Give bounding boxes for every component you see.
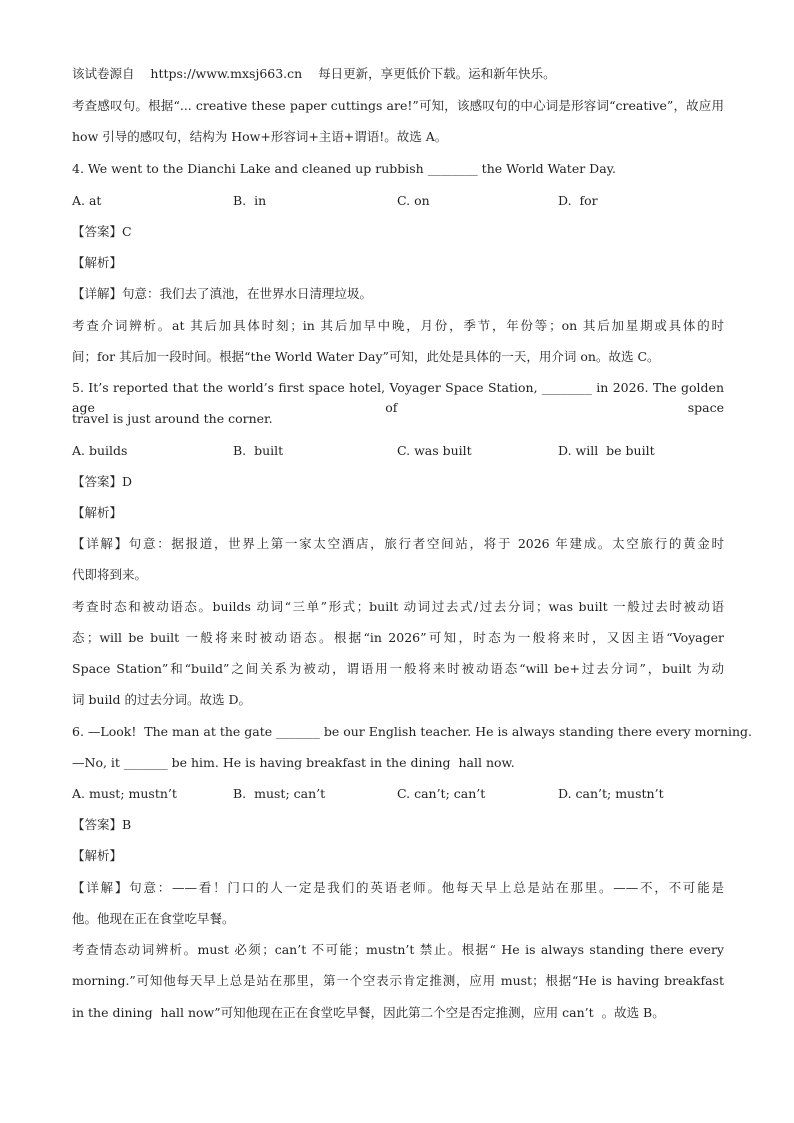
- question-5: 5. It’s reported that the world’s first space hotel, Voyager Space Station, ________ in 2026. The golden age of space: [72, 380, 724, 415]
- source-header: 该试卷源自 https://www.mxsj663.cn 每日更新，享更低价下载。运和新年快乐。: [72, 66, 556, 81]
- detail-line: morning.”可知他每天早上总是站在那里，第一个空表示肯定推测，应用 must；根据“He is having breakfast: [72, 973, 724, 988]
- analysis-label: 【解析】: [72, 505, 123, 520]
- detail-line: 间；for 其后加一段时间。根据“the World Water Day”可知，此处是具体的一天，用介词 on。故选 C。: [72, 349, 660, 364]
- detail-line: 【详解】句意：据报道，世界上第一家太空酒店，旅行者空间站，将于 2026 年建成。太空旅行的黄金时: [72, 536, 724, 551]
- option-d: D. for: [558, 193, 598, 208]
- question-5-cont: travel is just around the corner.: [72, 411, 273, 426]
- option-a: A. must; mustn’t: [72, 786, 177, 801]
- option-c: C. can’t; can’t: [397, 786, 486, 801]
- question-6-cont: —No, it _______ be him. He is having breakfast in the dining hall now.: [72, 755, 515, 770]
- detail-line: 【详解】句意：我们去了滇池，在世界水日清理垃圾。: [72, 286, 373, 301]
- option-b: B. must; can’t: [233, 786, 326, 801]
- analysis-label: 【解析】: [72, 848, 123, 863]
- answer-label: 【答案】C: [72, 224, 132, 239]
- analysis-label: 【解析】: [72, 255, 123, 270]
- detail-line: 考查情态动词辨析。must 必须；can’t 不可能；mustn’t 禁止。根据“ He is always standing there every: [72, 942, 724, 957]
- detail-line: 他。他现在正在食堂吃早餐。: [72, 911, 235, 926]
- explanation-line: 考查感叹句。根据“... creative these paper cuttings are!”可知，该感叹句的中心词是形容词“creative”，故应用: [72, 98, 724, 113]
- question-6: 6. —Look! The man at the gate _______ be our English teacher. He is always standing there every morning.: [72, 724, 753, 739]
- detail-line: 代即将到来。: [72, 567, 148, 582]
- option-b: B. built: [233, 443, 284, 458]
- answer-label: 【答案】B: [72, 817, 132, 832]
- detail-line: 态；will be built 一般将来时被动语态。根据“in 2026”可知，时态为一般将来时，又因主语“Voyager: [72, 630, 724, 645]
- option-d: D. will be built: [558, 443, 655, 458]
- option-c: C. on: [397, 193, 430, 208]
- detail-line: 考查介词辨析。at 其后加具体时刻；in 其后加早中晚，月份，季节，年份等；on 其后加星期或具体的时: [72, 318, 724, 333]
- detail-line: 【详解】句意：——看！门口的人一定是我们的英语老师。他每天早上总是站在那里。——不，不可能是: [72, 880, 724, 895]
- detail-line: in the dining hall now”可知他现在正在食堂吃早餐，因此第二个空是否定推测，应用 can’t 。故选 B。: [72, 1005, 665, 1020]
- question-4: 4. We went to the Dianchi Lake and cleaned up rubbish ________ the World Water Day.: [72, 161, 617, 176]
- option-a: A. builds: [72, 443, 128, 458]
- detail-line: 词 build 的过去分词。故选 D。: [72, 692, 251, 707]
- detail-line: Space Station”和“build”之间关系为被动，谓语用一般将来时被动语态“will be+过去分词”，built 为动: [72, 661, 724, 676]
- answer-label: 【答案】D: [72, 474, 133, 489]
- option-c: C. was built: [397, 443, 472, 458]
- option-a: A. at: [72, 193, 102, 208]
- option-d: D. can’t; mustn’t: [558, 786, 664, 801]
- detail-line: 考查时态和被动语态。builds 动词“三单”形式；built 动词过去式/过去分词；was built 一般过去时被动语: [72, 599, 724, 614]
- explanation-line: how 引导的感叹句，结构为 How+形容词+主语+谓语!。故选 A。: [72, 129, 448, 144]
- option-b: B. in: [233, 193, 267, 208]
